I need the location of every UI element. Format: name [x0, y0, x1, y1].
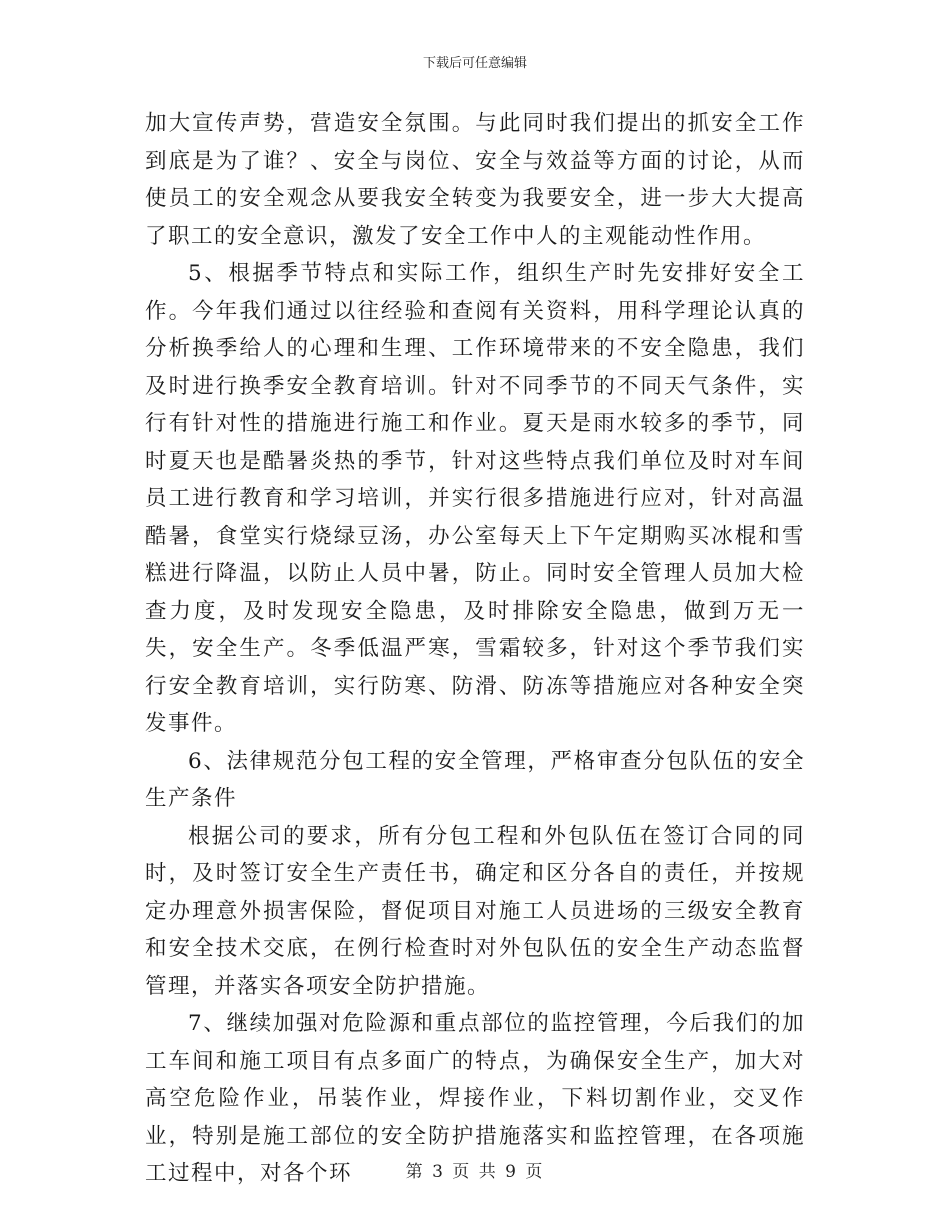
paragraph-item-6-heading: 6、法律规范分包工程的安全管理，严格审查分包队伍的安全生产条件 [145, 748, 805, 811]
paragraph-item-5: 5、根据季节特点和实际工作，组织生产时先安排好安全工作。今年我们通过以往经验和查阅有关资料，用科学理论认真的分析换季给人的心理和生理、工作环境带来的不安全隐患，我们及时进行换季安全教育培训。针对不同季节的不同天气条件，实行有针对性的措施进行施工和作业。夏天是雨水较多的季节，同时夏天也是酷暑炎热的季节，针对这些特点我们单位及时对车间员工进行教育和学习培训，并实行很多措施进行应对，针对高温酷暑，食堂实行烧绿豆汤，办公室每天上下午定期购买冰棍和雪糕进行降温，以防止人员中暑，防止。同时安全管理人员加大检查力度，及时发现安全隐患，及时排除安全隐患，做到万无一失，安全生产。冬季低温严寒，雪霜较多，针对这个季节我们实行安全教育培训，实行防寒、防滑、防冻等措施应对各种安全突发事件。 [145, 261, 805, 736]
paragraph-1: 加大宣传声势，营造安全氛围。与此同时我们提出的抓安全工作到底是为了谁？、安全与岗位、安全与效益等方面的讨论，从而使员工的安全观念从要我安全转变为我要安全，进一步大大提高了职工的安全意识，激发了安全工作中人的主观能动性作用。 [145, 111, 805, 249]
header-note: 下载后可任意编辑 [422, 56, 527, 71]
paragraph-item-6-body: 根据公司的要求，所有分包工程和外包队伍在签订合同的同时，及时签订安全生产责任书，确定和区分各自的责任，并按规定办理意外损害保险，督促项目对施工人员进场的三级安全教育和安全技术交底，在例行检查时对外包队伍的安全生产动态监督管理，并落实各项安全防护措施。 [145, 823, 805, 999]
document-body [145, 105, 805, 1193]
paragraph-item-7: 7、继续加强对危险源和重点部位的监控管理，今后我们的加工车间和施工项目有点多面广的特点，为确保安全生产，加大对高空危险作业，吊装作业，焊接作业，下料切割作业，交叉作业，特别是施工部位的安全防护措施落实和监控管理，在各项施工过程中，对各个环 [145, 1011, 805, 1186]
page-number-footer: 第 3 页 共 9 页 [405, 1162, 545, 1182]
